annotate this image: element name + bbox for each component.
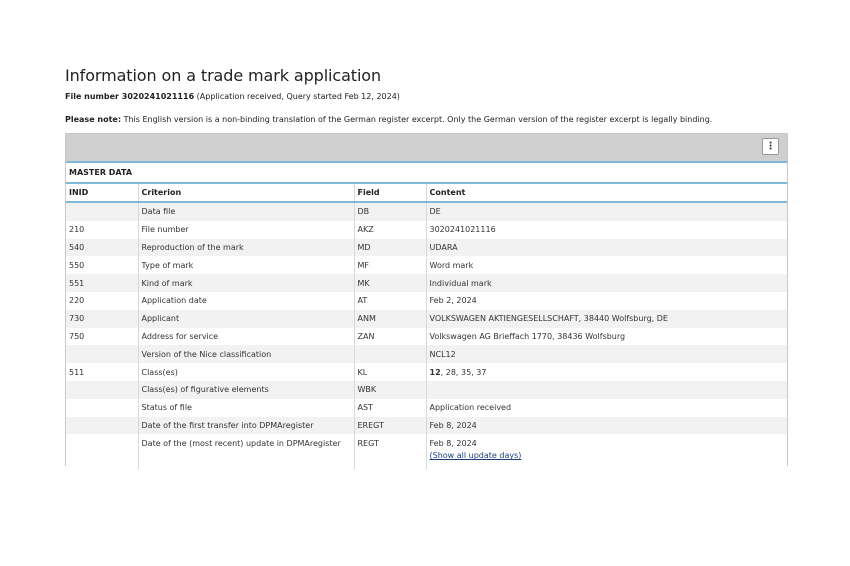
column-header-criterion: Criterion: [138, 184, 354, 202]
field-cell: DB: [354, 202, 426, 221]
criterion-cell: Date of the first transfer into DPMAregister: [138, 417, 354, 435]
table-header-row: [66, 184, 787, 202]
content-value: NCL12: [429, 349, 456, 359]
column-header-content: Content: [426, 184, 787, 202]
criterion-cell: Applicant: [138, 310, 354, 328]
content-cell: [426, 345, 787, 363]
content-value: VOLKSWAGEN AKTIENGESELLSCHAFT, 38440 Wolfsburg, DE: [429, 314, 668, 324]
table-row: [66, 434, 787, 469]
content-cell: [426, 434, 787, 469]
inid-cell: 220: [66, 292, 138, 310]
field-cell: MK: [354, 274, 426, 292]
inid-cell: [66, 434, 138, 469]
table-row: [66, 345, 787, 363]
file-status: (Application received, Query started Feb 12, 2024): [194, 92, 400, 101]
content-value: DE: [429, 207, 441, 217]
master-data-table: [66, 184, 787, 469]
content-value: 3020241021116: [429, 225, 496, 235]
table-row: [66, 202, 787, 221]
criterion-cell: Data file: [138, 202, 354, 221]
column-header-inid: INID: [66, 184, 138, 202]
inid-cell: [66, 417, 138, 435]
master-data-panel: [65, 133, 788, 466]
field-cell: AT: [354, 292, 426, 310]
field-cell: MF: [354, 256, 426, 274]
field-cell: [354, 345, 426, 363]
criterion-cell: Address for service: [138, 328, 354, 346]
table-row: [66, 221, 787, 239]
section-title: MASTER DATA: [66, 163, 787, 184]
content-cell: [426, 239, 787, 257]
table-row: [66, 292, 787, 310]
page-title: Information on a trade mark application: [65, 66, 382, 85]
criterion-cell: Class(es) of figurative elements: [138, 381, 354, 399]
field-cell: ZAN: [354, 328, 426, 346]
inid-cell: 210: [66, 221, 138, 239]
content-cell: [426, 310, 787, 328]
show-update-days-link[interactable]: (Show all update days): [429, 451, 522, 461]
file-number-line: [65, 92, 400, 101]
field-cell: ANM: [354, 310, 426, 328]
column-header-field: Field: [354, 184, 426, 202]
inid-cell: [66, 381, 138, 399]
content-value: Feb 8, 2024: [429, 420, 477, 430]
more-options-icon[interactable]: ⋮: [762, 138, 779, 155]
content-cell: [426, 292, 787, 310]
content-cell: [426, 399, 787, 417]
note-text: This English version is a non-binding translation of the German register excerpt. Only the German version of the register excerpt is legally binding.: [121, 115, 713, 124]
content-cell: [426, 256, 787, 274]
table-row: [66, 328, 787, 346]
table-row: [66, 399, 787, 417]
content-cell: [426, 202, 787, 221]
content-cell: [426, 381, 787, 399]
inid-cell: 550: [66, 256, 138, 274]
criterion-cell: Reproduction of the mark: [138, 239, 354, 257]
content-cell: [426, 363, 787, 381]
criterion-cell: Status of file: [138, 399, 354, 417]
inid-cell: 730: [66, 310, 138, 328]
inid-cell: 540: [66, 239, 138, 257]
criterion-cell: Kind of mark: [138, 274, 354, 292]
table-row: [66, 310, 787, 328]
disclaimer-note: [65, 115, 712, 124]
field-cell: KL: [354, 363, 426, 381]
highlighted-class: 12: [429, 367, 441, 377]
content-value: UDARA: [429, 242, 458, 252]
inid-cell: [66, 345, 138, 363]
content-value: , 28, 35, 37: [440, 367, 487, 377]
note-label: Please note:: [65, 115, 122, 124]
table-row: [66, 363, 787, 381]
content-value: Feb 8, 2024: [429, 439, 477, 449]
field-cell: AKZ: [354, 221, 426, 239]
criterion-cell: Class(es): [138, 363, 354, 381]
field-cell: REGT: [354, 434, 426, 469]
content-cell: [426, 328, 787, 346]
inid-cell: 750: [66, 328, 138, 346]
panel-toolbar: [66, 134, 787, 163]
content-cell: [426, 221, 787, 239]
content-value: Individual mark: [429, 278, 492, 288]
criterion-cell: Type of mark: [138, 256, 354, 274]
content-value: Application received: [429, 403, 512, 413]
criterion-cell: Application date: [138, 292, 354, 310]
field-cell: EREGT: [354, 417, 426, 435]
field-cell: MD: [354, 239, 426, 257]
inid-cell: 551: [66, 274, 138, 292]
field-cell: WBK: [354, 381, 426, 399]
content-value: Word mark: [429, 260, 474, 270]
criterion-cell: Version of the Nice classification: [138, 345, 354, 363]
table-row: [66, 274, 787, 292]
inid-cell: 511: [66, 363, 138, 381]
table-row: [66, 256, 787, 274]
content-cell: [426, 274, 787, 292]
content-value: Feb 2, 2024: [429, 296, 477, 306]
table-row: [66, 239, 787, 257]
criterion-cell: Date of the (most recent) update in DPMAregister: [138, 434, 354, 469]
content-cell: [426, 417, 787, 435]
file-number: File number 3020241021116: [65, 92, 195, 101]
inid-cell: [66, 202, 138, 221]
content-value: Volkswagen AG Brieffach 1770, 38436 Wolfsburg: [429, 331, 626, 341]
table-row: [66, 381, 787, 399]
table-row: [66, 417, 787, 435]
criterion-cell: File number: [138, 221, 354, 239]
field-cell: AST: [354, 399, 426, 417]
inid-cell: [66, 399, 138, 417]
